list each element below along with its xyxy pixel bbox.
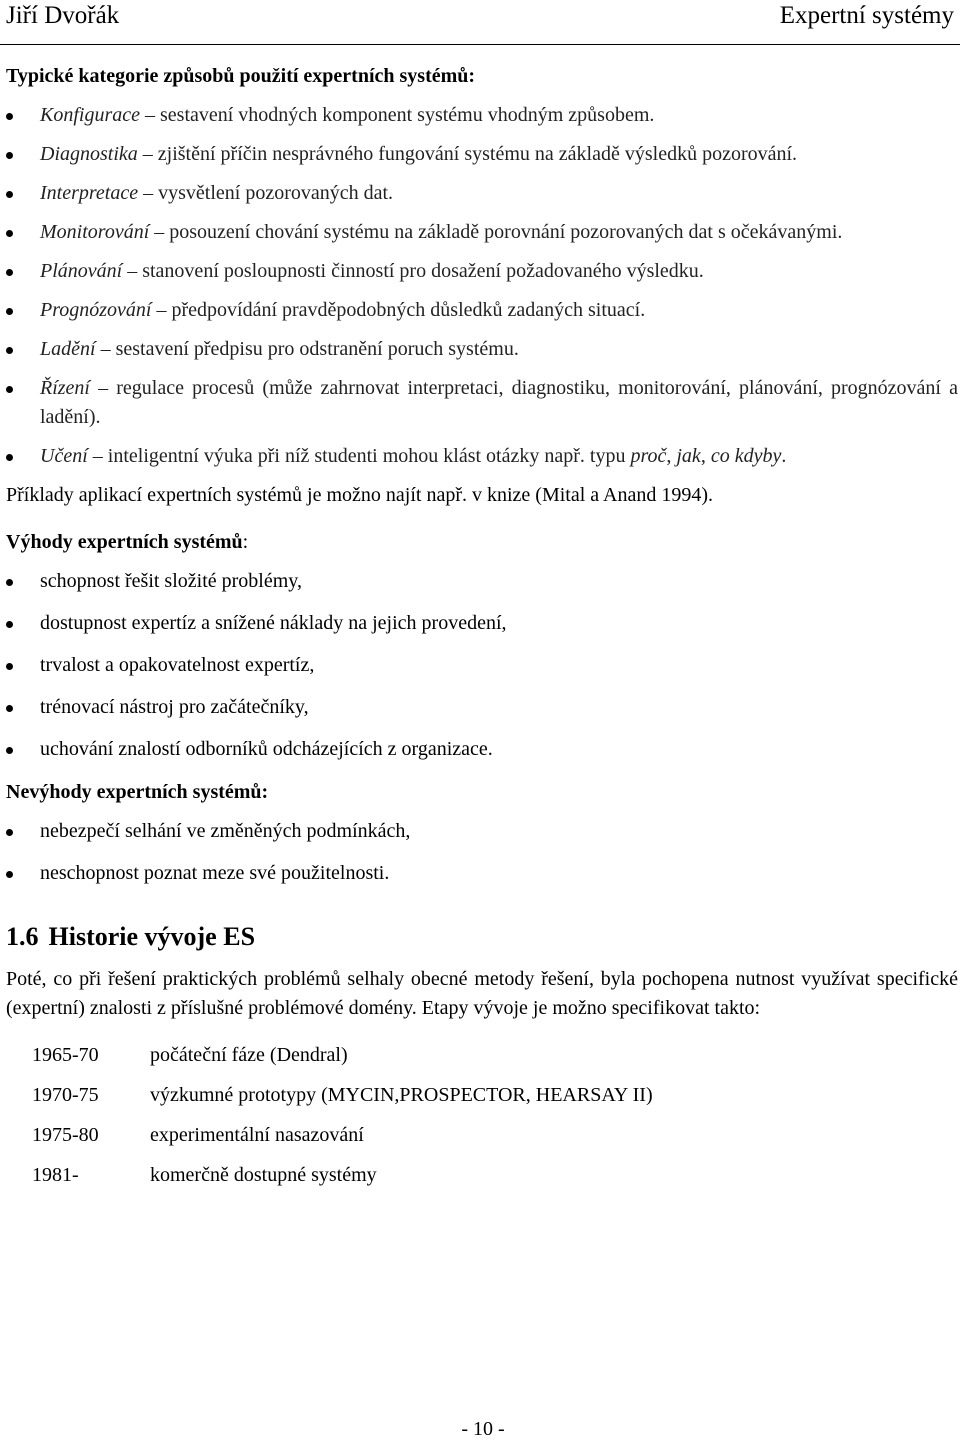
question-how: jak xyxy=(676,445,701,467)
bullet-icon xyxy=(6,269,13,276)
advantages-heading-text: Výhody expertních systémů xyxy=(6,531,243,553)
section-title xyxy=(6,922,958,951)
separator: , xyxy=(700,445,711,467)
sentence-end: . xyxy=(781,445,787,467)
timeline-period: 1981- xyxy=(32,1164,79,1186)
page-header xyxy=(0,0,960,45)
list-item xyxy=(6,735,958,764)
advantage-text: uchování znalostí odborníků odcházejících z organizace. xyxy=(40,738,493,760)
table-row xyxy=(32,1121,653,1161)
bullet-icon xyxy=(6,113,13,120)
section-title-text: Historie vývoje ES xyxy=(48,922,256,951)
category-text: – stanovení posloupnosti činností pro dosažení požadovaného výsledku. xyxy=(122,260,704,282)
disadvantage-text: neschopnost poznat meze své použitelnosti. xyxy=(40,862,390,884)
category-term: Konfigurace xyxy=(40,104,140,126)
separator: , xyxy=(666,445,677,467)
advantage-text: dostupnost expertíz a snížené náklady na jejich provedení, xyxy=(40,612,507,634)
list-item xyxy=(6,179,958,208)
bullet-icon xyxy=(6,230,13,237)
bullet-icon xyxy=(6,621,13,628)
list-item xyxy=(6,442,958,471)
category-text: – posouzení chování systému na základě porovnání pozorovaných dat s očekávanými. xyxy=(149,221,843,243)
examples-text: Příklady aplikací expertních systémů je možno najít např. v knize (Mital a Anand 1994). xyxy=(6,484,714,506)
bullet-icon xyxy=(6,308,13,315)
advantages-heading-colon: : xyxy=(242,531,249,553)
table-row xyxy=(32,1081,653,1121)
category-term: Diagnostika xyxy=(40,143,138,165)
bullet-icon xyxy=(6,386,13,393)
advantage-text: trénovací nástroj pro začátečníky, xyxy=(40,696,309,718)
bullet-icon xyxy=(6,454,13,461)
bullet-icon xyxy=(6,705,13,712)
bullet-icon xyxy=(6,663,13,670)
timeline-description: výzkumné prototypy (MYCIN,PROSPECTOR, HEARSAY II) xyxy=(150,1084,653,1106)
category-text: – inteligentní výuka při níž studenti mohou klást otázky např. typu xyxy=(87,445,631,467)
list-item xyxy=(6,218,958,247)
list-item xyxy=(6,335,958,364)
category-term: Ladění xyxy=(40,338,96,360)
category-text: – vysvětlení pozorovaných dat. xyxy=(138,182,394,204)
categories-list xyxy=(6,101,958,471)
category-text: – sestavení vhodných komponent systému vhodným způsobem. xyxy=(140,104,655,126)
list-item xyxy=(6,567,958,596)
category-text: – předpovídání pravděpodobných důsledků zadaných situací. xyxy=(151,299,646,321)
advantage-text: trvalost a opakovatelnost expertíz, xyxy=(40,654,315,676)
disadvantages-list xyxy=(6,817,958,888)
category-term: Plánování xyxy=(40,260,123,282)
timeline-description: experimentální nasazování xyxy=(150,1124,364,1146)
category-text: – regulace procesů (může zahrnovat interpretaci, diagnostiku, monitorování, plánování, prognózování a ladění). xyxy=(40,377,958,428)
question-what-if: co kdyby xyxy=(710,445,782,467)
page-footer xyxy=(0,1418,960,1441)
list-item xyxy=(6,651,958,680)
advantages-list xyxy=(6,567,958,764)
list-item xyxy=(6,140,958,169)
bullet-icon xyxy=(6,829,13,836)
timeline-period: 1975-80 xyxy=(32,1124,99,1146)
bullet-icon xyxy=(6,191,13,198)
question-why: proč xyxy=(630,445,667,467)
timeline-description: komerčně dostupné systémy xyxy=(150,1164,377,1186)
timeline-period: 1965-70 xyxy=(32,1044,99,1066)
header-author: Jiří Dvořák xyxy=(6,2,120,29)
list-item xyxy=(6,609,958,638)
history-timeline xyxy=(32,1041,653,1201)
bullet-icon xyxy=(6,579,13,586)
page-content xyxy=(6,62,958,1201)
timeline-description: počáteční fáze (Dendral) xyxy=(150,1044,348,1066)
list-item xyxy=(6,257,958,286)
category-term: Prognózování xyxy=(40,299,152,321)
bullet-icon xyxy=(6,152,13,159)
list-item xyxy=(6,817,958,846)
disadvantages-heading: Nevýhody expertních systémů: xyxy=(6,781,269,803)
disadvantage-text: nebezpečí selhání ve změněných podmínkách, xyxy=(40,820,411,842)
categories-heading: Typické kategorie způsobů použití expertních systémů: xyxy=(6,65,476,87)
page-number: - 10 - xyxy=(461,1418,505,1440)
section-number: 1.6 xyxy=(6,922,39,951)
advantage-text: schopnost řešit složité problémy, xyxy=(40,570,302,592)
bullet-icon xyxy=(6,347,13,354)
category-text: – sestavení předpisu pro odstranění poruch systému. xyxy=(95,338,519,360)
timeline-period: 1970-75 xyxy=(32,1084,99,1106)
list-item xyxy=(6,374,958,432)
history-paragraph: Poté, co při řešení praktických problémů selhaly obecné metody řešení, byla pochopena nutnost využívat specifické (expertní) znalosti z příslušné problémové domény. Etapy vývoje je možno specifikovat takto: xyxy=(6,968,958,1019)
header-title: Expertní systémy xyxy=(779,2,954,29)
table-row xyxy=(32,1041,653,1081)
bullet-icon xyxy=(6,747,13,754)
category-text: – zjištění příčin nesprávného fungování systému na základě výsledků pozorování. xyxy=(137,143,798,165)
category-term: Interpretace xyxy=(40,182,139,204)
list-item xyxy=(6,101,958,130)
list-item xyxy=(6,859,958,888)
advantages-heading xyxy=(6,528,958,557)
category-term: Řízení xyxy=(40,377,90,399)
bullet-icon xyxy=(6,871,13,878)
table-row xyxy=(32,1161,653,1201)
category-term: Monitorování xyxy=(40,221,150,243)
list-item xyxy=(6,296,958,325)
category-term: Učení xyxy=(40,445,88,467)
list-item xyxy=(6,693,958,722)
